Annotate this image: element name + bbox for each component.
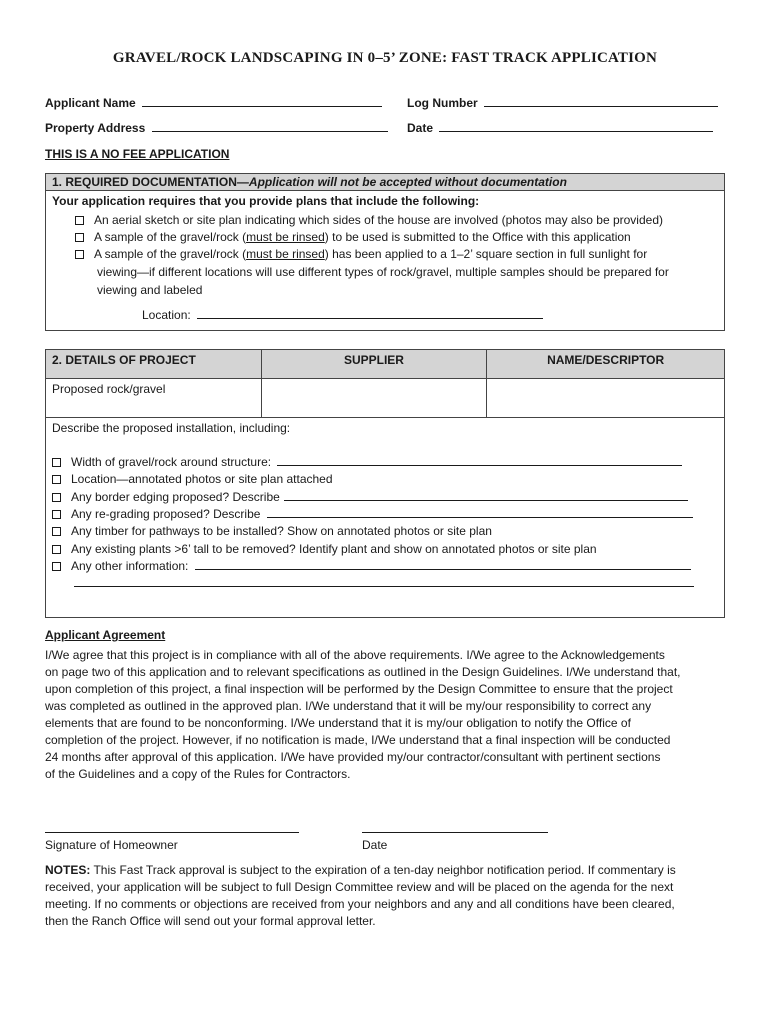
signature-input-line: [45, 822, 299, 836]
log-number-field: [407, 96, 718, 110]
checkbox-icon[interactable]: [52, 562, 61, 571]
doc-item-sample-submitted: [75, 230, 631, 244]
checklist-text: Any re-grading proposed? Describe: [71, 507, 261, 521]
signature-date-label: Date: [362, 838, 388, 852]
agreement-text: [45, 647, 735, 783]
signature-input[interactable]: [45, 822, 299, 833]
checkbox-icon[interactable]: [52, 458, 61, 467]
checklist-text: Any other information:: [71, 559, 189, 573]
doc-item-emphasis: must be rinsed: [246, 230, 325, 244]
agreement-line: was completed as outlined in the approved plan. I/We understand that it will be my/our responsibility to correct any: [45, 699, 652, 713]
doc-item-aerial-sketch: [75, 213, 663, 227]
property-address-field: [45, 121, 388, 135]
doc-item-text: A sample of the gravel/rock (: [94, 230, 247, 244]
border-input[interactable]: [284, 490, 688, 501]
location-label: Location:: [142, 308, 191, 322]
location-field: [142, 308, 543, 322]
log-number-input[interactable]: [484, 96, 718, 107]
section1-intro: Your application requires that you provide plans that include the following:: [52, 194, 480, 208]
checklist-text: Width of gravel/rock around structure:: [71, 455, 272, 469]
property-address-label: Property Address: [45, 121, 146, 135]
checkbox-icon[interactable]: [75, 233, 84, 242]
date-field: [407, 121, 713, 135]
agreement-heading: Applicant Agreement: [45, 628, 166, 642]
checkbox-icon[interactable]: [52, 545, 61, 554]
details-header: 2. DETAILS OF PROJECT: [46, 350, 262, 379]
agreement-line: on page two of this application and to relevant specifications as outlined in the Design Guidelines. I/We understand that,: [45, 665, 681, 679]
doc-item-text: ) to be used is submitted to the Office with this application: [324, 230, 631, 244]
property-address-input[interactable]: [152, 121, 388, 132]
checklist-item-regrading: [52, 507, 693, 521]
notes-line: This Fast Track approval is subject to the expiration of a ten-day neighbor notification period. If commentary is: [90, 863, 676, 877]
regrading-input[interactable]: [267, 507, 693, 518]
doc-item-emphasis: must be rinsed: [246, 247, 325, 261]
checkbox-icon[interactable]: [52, 510, 61, 519]
doc-item-sample-applied: [75, 247, 647, 261]
checklist-text: Any border edging proposed? Describe: [71, 490, 280, 504]
required-documentation-heading: [46, 174, 724, 191]
signature-label: Signature of Homeowner: [45, 838, 178, 852]
notes-line: then the Ranch Office will send out your formal approval letter.: [45, 914, 376, 928]
log-number-label: Log Number: [407, 96, 478, 110]
notes-label: NOTES:: [45, 863, 91, 877]
signature-date-input[interactable]: [362, 822, 548, 833]
date-label: Date: [407, 121, 434, 135]
notes-line: meeting. If no comments or objections are received from your neighbors and any and all conditions have been cleared,: [45, 897, 675, 911]
no-fee-notice: THIS IS A NO FEE APPLICATION: [45, 147, 230, 161]
agreement-line: upon completion of this project, a final inspection will be performed by the Design Committee to ensure that the project: [45, 682, 673, 696]
checkbox-icon[interactable]: [52, 527, 61, 536]
doc-item-text: ) has been applied to a 1–2’ square section in full sunlight for: [324, 247, 648, 261]
width-input[interactable]: [277, 455, 682, 466]
checkbox-icon[interactable]: [52, 493, 61, 502]
doc-item-text: An aerial sketch or site plan indicating which sides of the house are involved (photos may also be provided): [94, 213, 663, 227]
other-info-input[interactable]: [195, 559, 691, 570]
checklist-item-other: [52, 559, 691, 573]
checklist-item-timber: [52, 524, 492, 538]
descriptor-input[interactable]: [487, 379, 725, 418]
supplier-input[interactable]: [261, 379, 487, 418]
checklist-text: Location—annotated photos or site plan attached: [71, 472, 333, 486]
date-input[interactable]: [439, 121, 713, 132]
checkbox-icon[interactable]: [75, 250, 84, 259]
section1-heading-italic: Application will not be accepted without documentation: [248, 175, 567, 189]
describe-installation: Describe the proposed installation, including:: [52, 421, 291, 435]
signature-date-line: [362, 822, 548, 836]
other-info-continuation: [74, 576, 694, 590]
checklist-item-border: [52, 490, 688, 504]
doc-item-text: A sample of the gravel/rock (: [94, 247, 247, 261]
page-title: GRAVEL/ROCK LANDSCAPING IN 0–5’ ZONE: FAST TRACK APPLICATION: [112, 50, 658, 66]
checklist-item-width: [52, 455, 682, 469]
checklist-item-plants: [52, 542, 597, 556]
location-input[interactable]: [197, 308, 543, 319]
applicant-name-field: [45, 96, 382, 110]
other-info-input-line2[interactable]: [74, 576, 694, 587]
doc-item-continuation: viewing—if different locations will use different types of rock/gravel, multiple samples should be prepared for: [97, 265, 669, 279]
descriptor-header: NAME/DESCRIPTOR: [487, 350, 725, 379]
checkbox-icon[interactable]: [75, 216, 84, 225]
checklist-text: Any existing plants >6’ tall to be removed? Identify plant and show on annotated photos or site plan: [71, 542, 597, 556]
notes-text: [45, 862, 735, 930]
agreement-line: of the Guidelines and a copy of the Rules for Contractors.: [45, 767, 351, 781]
doc-item-continuation: viewing and labeled: [97, 283, 203, 297]
agreement-line: completion of the project. However, if no notification is made, I/We understand that a final inspection will be conducted: [45, 733, 671, 747]
checkbox-icon[interactable]: [52, 475, 61, 484]
checklist-text: Any timber for pathways to be installed? Show on annotated photos or site plan: [71, 524, 492, 538]
applicant-name-input[interactable]: [142, 96, 382, 107]
supplier-header: SUPPLIER: [261, 350, 487, 379]
agreement-line: I/We agree that this project is in compliance with all of the above requirements. I/We agree to the Acknowledgements: [45, 648, 665, 662]
agreement-line: elements that are found to be nonconforming. I/We understand that it is my/our obligation to notify the Office of: [45, 716, 631, 730]
checklist-item-location: [52, 472, 333, 486]
agreement-line: 24 months after approval of this application. I/We have provided my/our contractor/consultant with pertinent sections: [45, 750, 661, 764]
notes-line: received, your application will be subject to full Design Committee review and will be placed on the agenda for the next: [45, 880, 674, 894]
applicant-name-label: Applicant Name: [45, 96, 136, 110]
proposed-rock-label: Proposed rock/gravel: [46, 379, 262, 418]
section1-heading-text: 1. REQUIRED DOCUMENTATION—: [52, 175, 249, 189]
